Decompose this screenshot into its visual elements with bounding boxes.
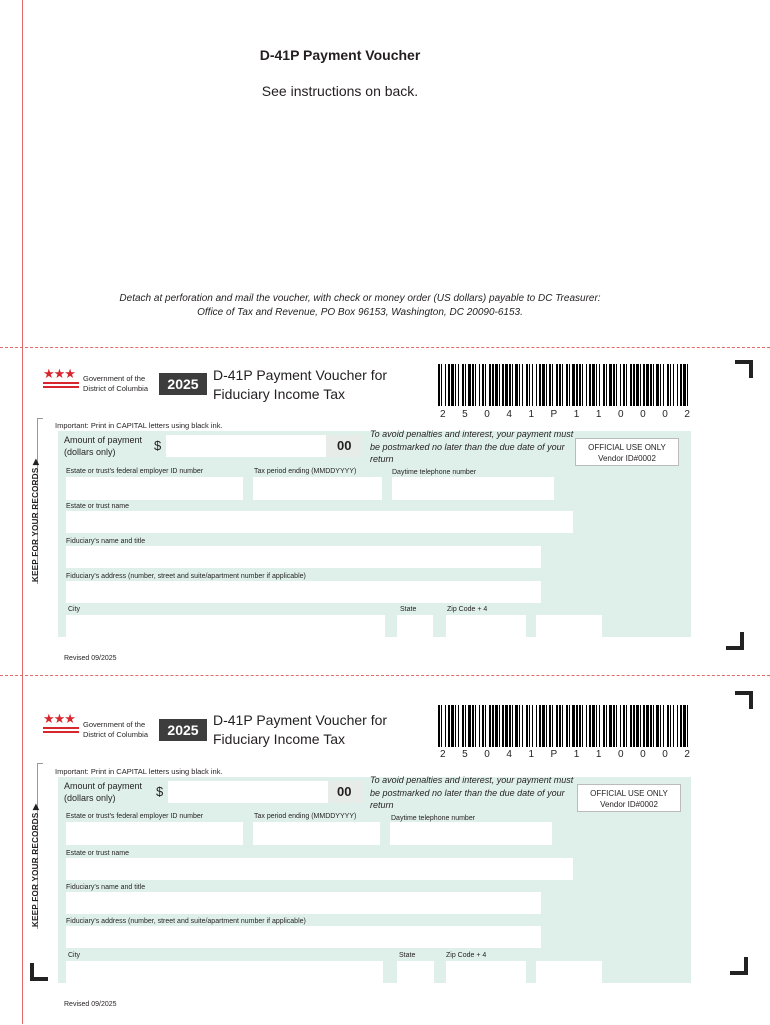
barcode-bar — [650, 705, 652, 747]
barcode-bar — [609, 364, 612, 406]
state-label: State — [400, 606, 417, 613]
detach-line-2: Office of Tax and Revenue, PO Box 96153, Washington, DC 20090-6153. — [197, 307, 523, 318]
barcode-bar — [539, 705, 541, 747]
official-use-box — [577, 784, 681, 812]
amount-label-2: (dollars only) — [64, 793, 116, 803]
barcode-bar — [670, 705, 671, 747]
postmark-notice: To avoid penalties and interest, your payment must be postmarked no later than the due date of your return — [370, 429, 574, 464]
barcode-bar — [673, 364, 674, 406]
barcode-bar — [495, 705, 498, 747]
barcode-bar — [562, 364, 563, 406]
dc-flag-logo: ★★★ — [43, 368, 79, 388]
barcode-bar — [529, 705, 530, 747]
barcode-bar — [519, 364, 520, 406]
barcode-bar — [653, 705, 654, 747]
barcode-bar — [579, 705, 581, 747]
barcode-bar — [536, 705, 537, 747]
barcode-bar — [536, 364, 537, 406]
barcode-bar — [623, 364, 625, 406]
barcode-bar — [505, 705, 508, 747]
barcode-bar — [677, 705, 678, 747]
barcode-bar — [455, 364, 456, 406]
barcode-bar — [613, 705, 615, 747]
gov-line-2: District of Columbia — [83, 384, 149, 393]
address-label: Fiduciary's address (number, street and suite/apartment number if applicable) — [66, 918, 306, 925]
barcode-bar — [592, 705, 595, 747]
barcode-bar — [479, 364, 480, 406]
barcode-bar — [569, 705, 570, 747]
barcode-bar — [542, 364, 545, 406]
phone-label: Daytime telephone number — [392, 469, 477, 476]
barcode-bar — [586, 705, 587, 747]
barcode-bar — [441, 705, 442, 747]
barcode-bar — [599, 364, 600, 406]
voucher-title-line-1: D-41P Payment Voucher for — [213, 367, 388, 383]
state-label: State — [399, 952, 416, 959]
barcode-bar — [489, 705, 491, 747]
barcode-bar — [636, 705, 639, 747]
barcode-bar — [479, 705, 480, 747]
barcode-bar — [572, 364, 575, 406]
keep-for-records-label: KEEP FOR YOUR RECORDS ▶ — [31, 803, 40, 927]
tax-period-input[interactable] — [253, 477, 382, 500]
barcode-digits: 2 5 0 4 1 P 1 1 0 0 0 2 — [440, 749, 690, 760]
barcode-bar — [482, 705, 484, 747]
barcode-bar — [603, 364, 605, 406]
barcode-bar — [646, 364, 649, 406]
zip-input[interactable] — [446, 961, 526, 983]
barcode-bar — [529, 364, 530, 406]
barcode-bar — [670, 364, 671, 406]
barcode-bar — [441, 364, 442, 406]
barcode-bar — [532, 364, 533, 406]
barcode-bar — [519, 705, 520, 747]
barcode-bar — [465, 705, 466, 747]
barcode-bar — [640, 364, 641, 406]
official-use-label: OFFICIAL USE ONLY — [590, 789, 668, 798]
estate-name-label: Estate or trust name — [66, 503, 130, 510]
barcode-bar — [512, 364, 513, 406]
barcode-bar — [616, 364, 617, 406]
page-title: D-41P Payment Voucher — [259, 47, 421, 63]
barcode-bar — [633, 705, 635, 747]
barcode-bar — [576, 364, 578, 406]
tax-period-label: Tax period ending (MMDDYYYY) — [254, 813, 357, 820]
barcode-bar — [468, 705, 471, 747]
dollar-sign: $ — [156, 784, 164, 799]
barcode-bar — [549, 364, 551, 406]
barcode-bar — [576, 705, 578, 747]
barcode-bar — [549, 705, 551, 747]
city-input[interactable] — [66, 615, 385, 637]
barcode-bar — [663, 364, 664, 406]
barcode-bar — [502, 705, 504, 747]
barcode-bar — [656, 705, 659, 747]
barcode-bar — [603, 705, 605, 747]
barcode-bar — [448, 705, 450, 747]
state-input[interactable] — [397, 961, 434, 983]
barcode-bar — [526, 705, 528, 747]
barcode-bar — [589, 364, 591, 406]
barcode-bar — [542, 705, 545, 747]
gov-line-1: Government of the — [83, 720, 146, 729]
barcode-bar — [606, 705, 607, 747]
barcode-bar — [562, 705, 563, 747]
voucher-title — [213, 366, 387, 404]
gov-label — [83, 374, 148, 394]
barcode-bar — [599, 705, 600, 747]
barcode-bar — [667, 364, 669, 406]
amount-label — [64, 434, 142, 458]
barcode-bar — [687, 364, 688, 406]
gov-label — [83, 720, 148, 740]
barcode-bar — [472, 364, 474, 406]
barcode-bar — [502, 364, 504, 406]
gov-line-2: District of Columbia — [83, 730, 149, 739]
estate-name-input[interactable] — [66, 858, 573, 880]
barcode-bar — [539, 364, 541, 406]
voucher-title-line-2: Fiduciary Income Tax — [213, 386, 346, 402]
amount-label — [64, 780, 142, 804]
barcode-bar — [589, 705, 591, 747]
postmark-notice: To avoid penalties and interest, your payment must be postmarked no later than the due date of your return — [370, 775, 574, 810]
detach-instructions — [60, 292, 660, 320]
barcode-bar — [559, 705, 561, 747]
barcode-bar — [546, 364, 547, 406]
barcode-bar — [683, 705, 686, 747]
barcode-bar — [509, 364, 511, 406]
barcode-bar — [515, 705, 518, 747]
barcode-bar — [609, 705, 612, 747]
barcode-bar — [445, 364, 446, 406]
barcode-bar — [472, 705, 474, 747]
tax-year-badge: 2025 — [159, 373, 207, 395]
barcode-bar — [683, 364, 686, 406]
barcode-bar — [458, 364, 459, 406]
barcode-bar — [505, 364, 508, 406]
voucher-title-line-2: Fiduciary Income Tax — [213, 731, 346, 747]
barcode-bar — [667, 705, 669, 747]
barcode-bar — [646, 705, 649, 747]
barcode-bar — [592, 364, 595, 406]
keep-for-records-label: KEEP FOR YOUR RECORDS ▶ — [31, 458, 40, 582]
gov-line-1: Government of the — [83, 374, 146, 383]
barcode-bar — [660, 364, 661, 406]
barcode-bar — [626, 364, 627, 406]
amount-label-2: (dollars only) — [64, 447, 116, 457]
barcode-bar — [485, 705, 486, 747]
barcode-bar — [620, 364, 621, 406]
barcode-bar — [492, 705, 494, 747]
barcode-bar — [623, 705, 625, 747]
barcode-bar — [630, 364, 632, 406]
official-use-label: OFFICIAL USE ONLY — [588, 443, 666, 452]
phone-label: Daytime telephone number — [391, 815, 476, 822]
barcode-bar — [546, 705, 547, 747]
barcode-bar — [462, 364, 464, 406]
cents-value: 00 — [337, 784, 352, 799]
city-label: City — [68, 952, 81, 959]
barcode-bar — [636, 364, 639, 406]
voucher-title — [213, 711, 387, 749]
barcode — [438, 364, 690, 406]
barcode-bar — [515, 364, 518, 406]
barcode-bar — [509, 705, 511, 747]
barcode-bar — [582, 364, 583, 406]
amount-input[interactable] — [166, 435, 326, 457]
barcode-bar — [653, 364, 654, 406]
barcode-bar — [445, 705, 446, 747]
barcode-bar — [640, 705, 641, 747]
barcode-bar — [522, 705, 523, 747]
barcode-bar — [606, 364, 607, 406]
barcode-bar — [572, 705, 575, 747]
barcode-bar — [687, 705, 688, 747]
barcode-bar — [596, 364, 597, 406]
page-subtitle: See instructions on back. — [261, 83, 419, 99]
barcode-bar — [559, 364, 561, 406]
barcode-bar — [526, 364, 528, 406]
barcode-bar — [613, 364, 615, 406]
barcode-bar — [489, 364, 491, 406]
revised-date: Revised 09/2025 — [64, 655, 117, 662]
barcode-bar — [522, 364, 523, 406]
barcode-bar — [656, 364, 659, 406]
amount-input[interactable] — [168, 781, 328, 803]
phone-input[interactable] — [390, 822, 552, 845]
barcode-bar — [680, 705, 682, 747]
barcode-bar — [596, 705, 597, 747]
ein-input[interactable] — [66, 822, 243, 845]
voucher-1 — [0, 350, 770, 680]
barcode-bar — [663, 705, 664, 747]
vendor-id: Vendor ID#0002 — [598, 454, 656, 463]
address-label: Fiduciary's address (number, street and suite/apartment number if applicable) — [66, 573, 306, 580]
barcode-bar — [680, 364, 682, 406]
ein-input[interactable] — [66, 477, 243, 500]
barcode-digits: 2 5 0 4 1 P 1 1 0 0 0 2 — [440, 409, 690, 420]
fiduciary-name-input[interactable] — [66, 892, 541, 914]
amount-label-1: Amount of payment — [64, 435, 143, 445]
barcode-bar — [462, 705, 464, 747]
barcode-bar — [482, 364, 484, 406]
barcode-bar — [579, 364, 581, 406]
zip-label: Zip Code + 4 — [446, 952, 487, 959]
barcode-bar — [566, 705, 568, 747]
state-input[interactable] — [397, 615, 433, 637]
revised-date: Revised 09/2025 — [64, 1001, 117, 1008]
barcode-bar — [620, 705, 621, 747]
ein-label: Estate or trust's federal employer ID number — [66, 468, 204, 475]
ein-label: Estate or trust's federal employer ID number — [66, 813, 204, 820]
important-note: Important: Print in CAPITAL letters using black ink. — [55, 421, 223, 430]
barcode-bar — [552, 705, 553, 747]
voucher-2 — [0, 695, 770, 1025]
barcode-bar — [438, 705, 440, 747]
crop-mark-bottom-right — [726, 632, 744, 650]
amount-label-1: Amount of payment — [64, 781, 143, 791]
barcode-bar — [512, 705, 513, 747]
barcode-bar — [475, 364, 476, 406]
phone-input[interactable] — [392, 477, 554, 500]
barcode-bar — [475, 705, 476, 747]
barcode-bar — [582, 705, 583, 747]
barcode-bar — [677, 364, 678, 406]
address-input[interactable] — [66, 581, 541, 603]
barcode-bar — [569, 364, 570, 406]
barcode-bar — [673, 705, 674, 747]
fiduciary-name-input[interactable] — [66, 546, 541, 568]
fiduciary-name-label: Fiduciary's name and title — [66, 538, 146, 545]
voucher-title-line-1: D-41P Payment Voucher for — [213, 712, 388, 728]
detach-line-1: Detach at perforation and mail the voucher, with check or money order (US dollars) payable to DC Treasurer: — [119, 293, 601, 304]
barcode-bar — [643, 364, 645, 406]
barcode-bar — [633, 364, 635, 406]
barcode-bar — [451, 705, 454, 747]
vendor-id: Vendor ID#0002 — [600, 800, 658, 809]
barcode-bar — [499, 705, 500, 747]
zip-input[interactable] — [446, 615, 526, 637]
barcode — [438, 705, 690, 747]
barcode-bar — [552, 364, 553, 406]
fiduciary-name-label: Fiduciary's name and title — [66, 884, 146, 891]
zip-ext-input[interactable] — [536, 615, 602, 637]
barcode-bar — [566, 364, 568, 406]
dollar-sign: $ — [154, 438, 162, 453]
tax-period-label: Tax period ending (MMDDYYYY) — [254, 468, 357, 475]
barcode-bar — [556, 705, 558, 747]
dc-flag-logo: ★★★ — [43, 713, 79, 733]
zip-ext-input[interactable] — [536, 961, 602, 983]
barcode-bar — [438, 364, 440, 406]
barcode-bar — [451, 364, 454, 406]
barcode-bar — [660, 705, 661, 747]
tax-period-input[interactable] — [253, 822, 380, 845]
barcode-bar — [455, 705, 456, 747]
perforation-line-1 — [0, 347, 770, 348]
estate-name-label: Estate or trust name — [66, 850, 130, 857]
barcode-bar — [650, 364, 652, 406]
barcode-bar — [499, 364, 500, 406]
city-input[interactable] — [66, 961, 383, 983]
barcode-bar — [586, 364, 587, 406]
barcode-bar — [616, 705, 617, 747]
barcode-bar — [458, 705, 459, 747]
barcode-bar — [532, 705, 533, 747]
address-input[interactable] — [66, 926, 541, 948]
barcode-bar — [556, 364, 558, 406]
barcode-bar — [448, 364, 450, 406]
city-label: City — [68, 606, 81, 613]
zip-label: Zip Code + 4 — [447, 606, 488, 613]
official-use-box — [575, 438, 679, 466]
barcode-bar — [492, 364, 494, 406]
barcode-bar — [495, 364, 498, 406]
barcode-bar — [465, 364, 466, 406]
tax-year-badge: 2025 — [159, 719, 207, 741]
barcode-bar — [468, 364, 471, 406]
crop-mark-bottom-left — [30, 963, 48, 981]
barcode-bar — [485, 364, 486, 406]
barcode-bar — [643, 705, 645, 747]
cents-value: 00 — [337, 438, 352, 453]
barcode-bar — [630, 705, 632, 747]
crop-mark-bottom-right — [730, 957, 748, 975]
crop-mark-top-right — [735, 360, 753, 378]
important-note: Important: Print in CAPITAL letters using black ink. — [55, 767, 223, 776]
barcode-bar — [626, 705, 627, 747]
estate-name-input[interactable] — [66, 511, 573, 533]
crop-mark-top-right — [735, 691, 753, 709]
